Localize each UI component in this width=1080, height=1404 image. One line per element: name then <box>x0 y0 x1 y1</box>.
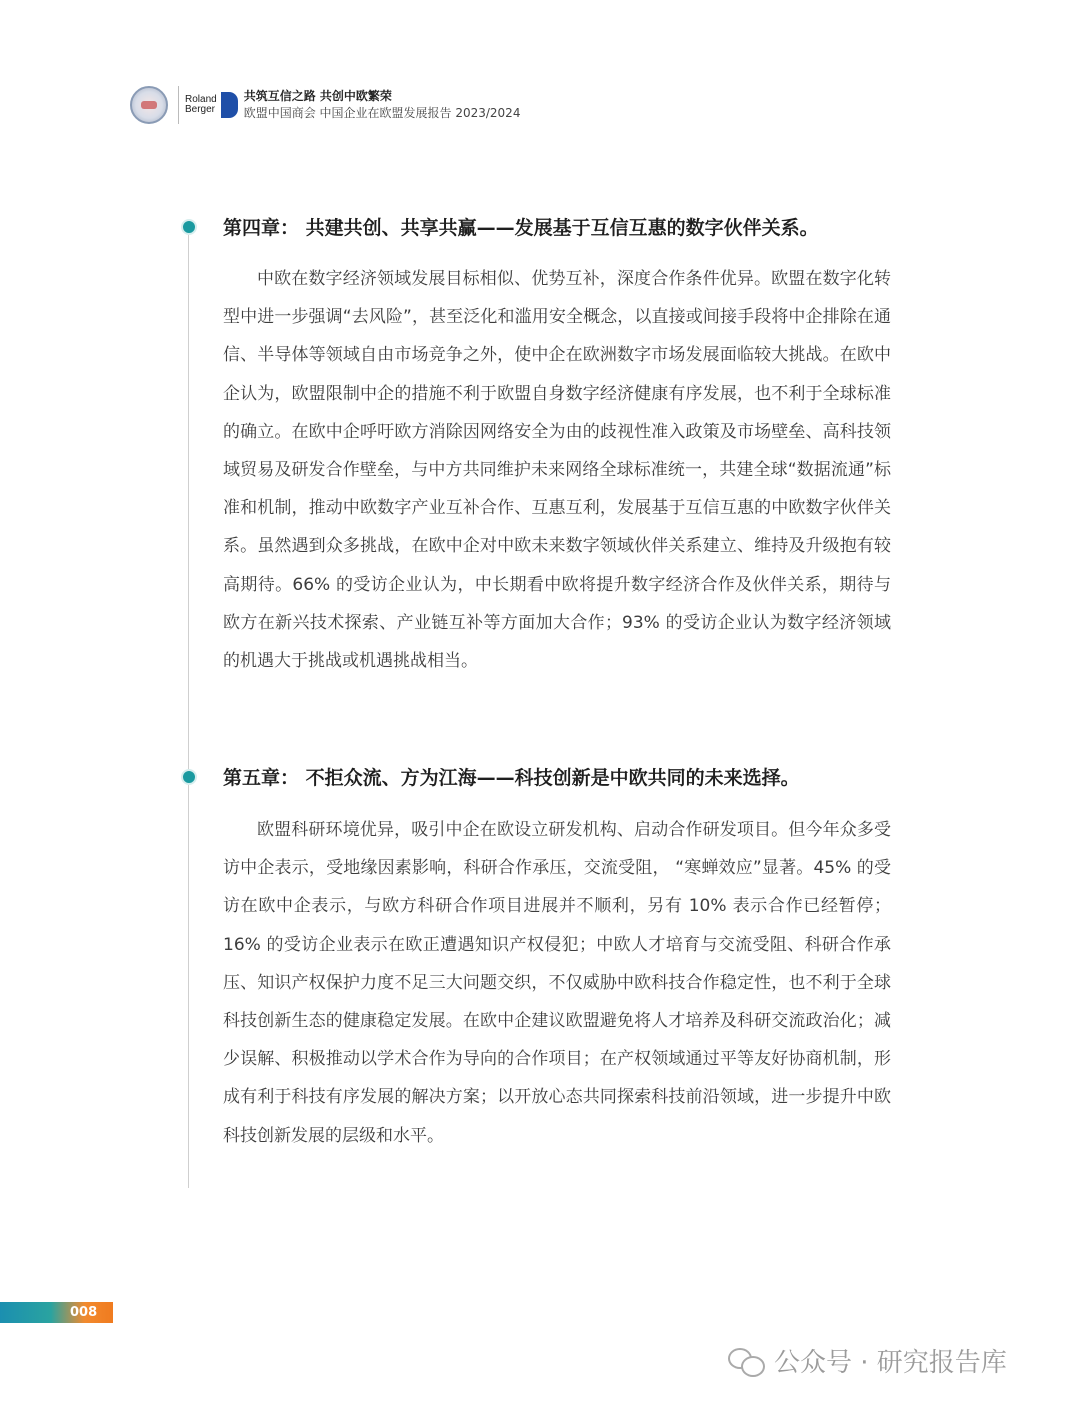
chapter-5-body: 欧盟科研环境优异，吸引中企在欧设立研发机构、启动合作研发项目。但今年众多受访中企表示，受地缘因素影响，科研合作承压，交流受阻， “寒蝉效应”显著。45% 的受访在欧中企表示，与欧方科研合作项目进展并不顺利，另有 10% 表示合作已经暂停；16% 的受访企业表示在欧正遭遇知识产权侵犯；中欧人才培育与交流受阻、科研合作承压、知识产权保护力度不足三大问题交织，不仅威胁中欧科技合作稳定性，也不利于全球科技创新生态的健康稳定发展。在欧中企建议欧盟避免将人才培养及科研交流政治化；减少误解、积极推动以学术合作为导向的合作项目；在产权领域通过平等友好协商机制，形成有利于科技有序发展的解决方案；以开放心态共同探索科技前沿领域，进一步提升中欧科技创新发展的层级和水平。 <box>223 820 891 1146</box>
chapter-4-heading: 第四章： 共建共创、共享共赢——发展基于互信互惠的数字伙伴关系。 <box>223 217 819 239</box>
brand-line2: Berger <box>185 104 216 115</box>
chapter-5-heading: 第五章： 不拒众流、方为江海——科技创新是中欧共同的未来选择。 <box>223 767 800 789</box>
timeline-dot-icon <box>181 219 197 235</box>
chamber-seal-logo <box>130 86 168 124</box>
timeline-dot-icon <box>181 769 197 785</box>
b-mark-icon <box>221 92 238 118</box>
report-header <box>130 86 520 124</box>
timeline-line <box>188 232 189 1188</box>
roland-berger-logo <box>178 86 238 124</box>
brand-line1: Roland <box>185 94 217 105</box>
wechat-icon <box>728 1346 764 1376</box>
report-subtitle: 欧盟中国商会 中国企业在欧盟发展报告 2023/2024 <box>243 106 521 120</box>
page-number: 008 <box>70 1305 98 1320</box>
watermark-text: 公众号 · 研究报告库 <box>774 1348 1007 1378</box>
report-title: 共筑互信之路 共创中欧繁荣 <box>243 89 392 103</box>
chapter-4-body: 中欧在数字经济领域发展目标相似、优势互补，深度合作条件优异。欧盟在数字化转型中进一步强调“去风险”，甚至泛化和滥用安全概念，以直接或间接手段将中企排除在通信、半导体等领域自由市场竞争之外，使中企在欧洲数字市场发展面临较大挑战。在欧中企认为，欧盟限制中企的措施不利于欧盟自身数字经济健康有序发展，也不利于全球标准的确立。在欧中企呼吁欧方消除因网络安全为由的歧视性准入政策及市场壁垒、高科技领域贸易及研发合作壁垒，与中方共同维护未来网络全球标准统一，共建全球“数据流通”标准和机制，推动中欧数字产业互补合作、互惠互利，发展基于互信互惠的中欧数字伙伴关系。虽然遇到众多挑战，在欧中企对中欧未来数字领域伙伴关系建立、维持及升级抱有较高期待。66% 的受访企业认为，中长期看中欧将提升数字经济合作及伙伴关系，期待与欧方在新兴技术探索、产业链互补等方面加大合作；93% 的受访企业认为数字经济领域的机遇大于挑战或机遇挑战相当。 <box>223 269 891 672</box>
watermark <box>728 1342 1007 1379</box>
